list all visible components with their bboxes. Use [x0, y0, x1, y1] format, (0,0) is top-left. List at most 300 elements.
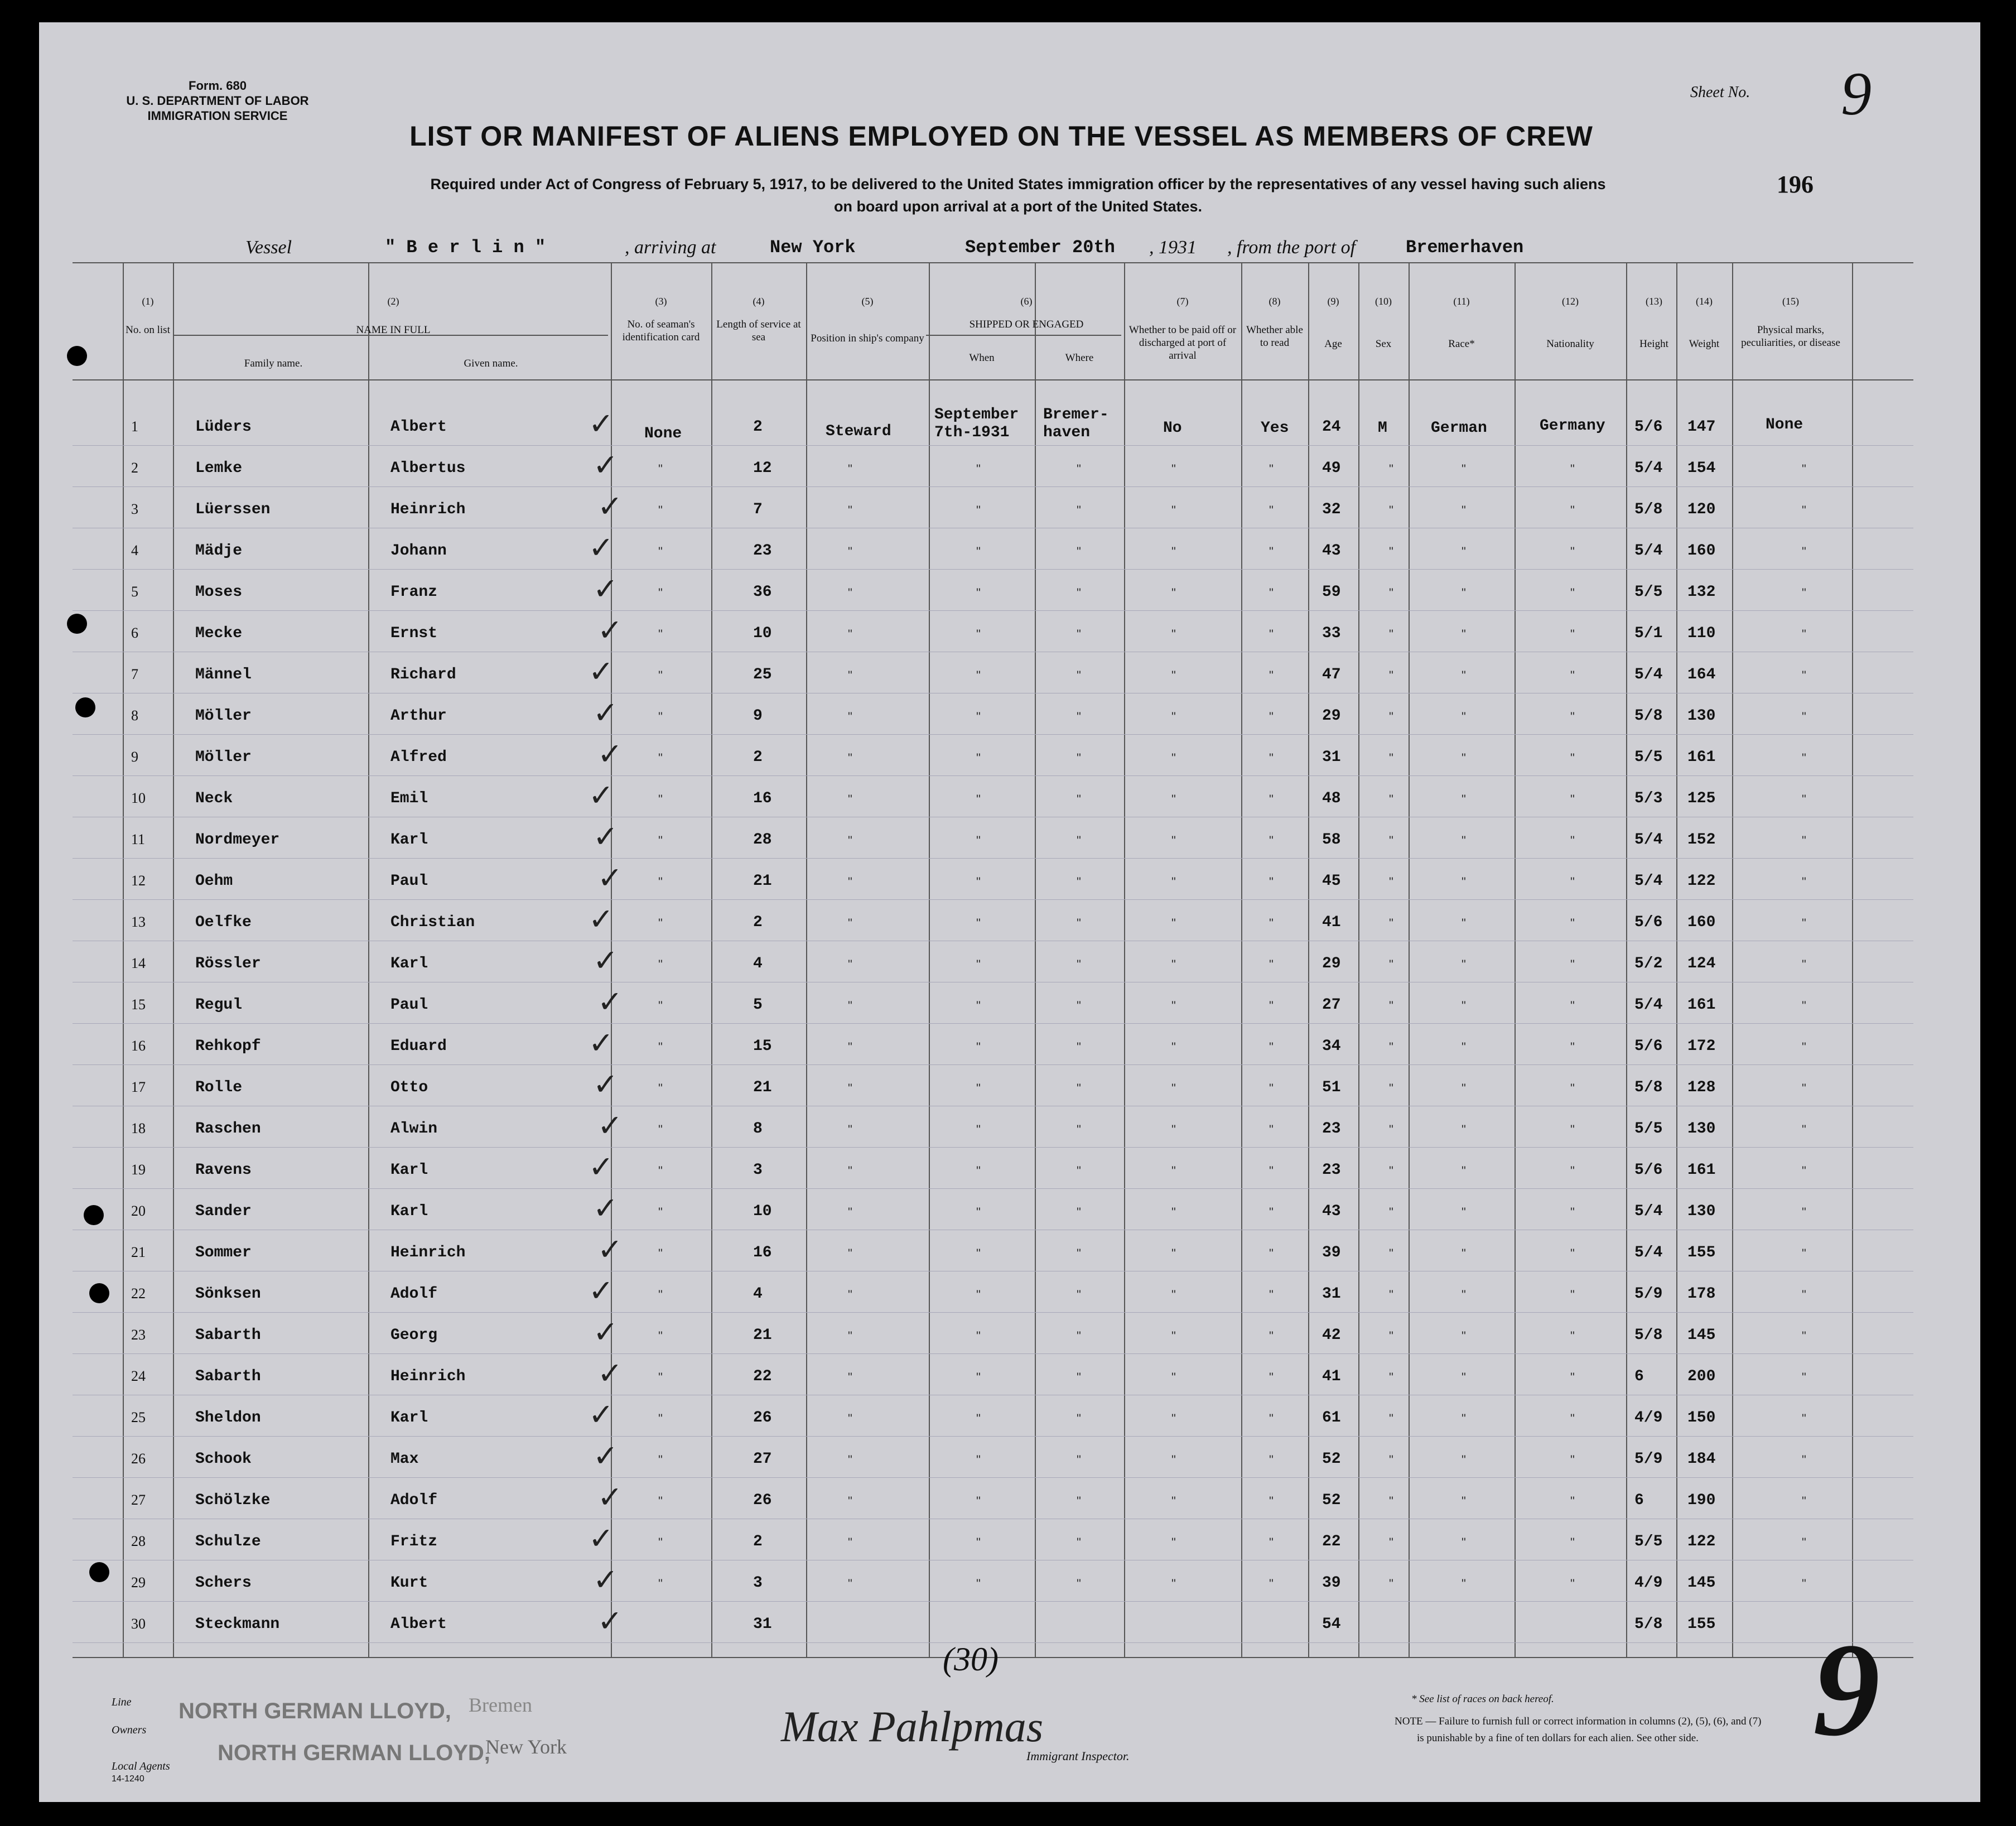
column-line: [1124, 262, 1125, 1657]
ditto-mark: ": [1802, 1535, 1806, 1549]
ditto-mark: ": [1570, 833, 1575, 847]
column-number: (7): [1176, 296, 1189, 307]
header-physical-marks: Physical marks, peculiarities, or disease: [1741, 324, 1840, 349]
ditto-mark: ": [658, 916, 663, 930]
header-sex: Sex: [1375, 338, 1392, 350]
crew-family: Schook: [195, 1451, 252, 1468]
page-title: LIST OR MANIFEST OF ALIENS EMPLOYED ON THE VESSEL AS MEMBERS OF CREW: [409, 121, 1593, 152]
crew-age: 31: [1322, 749, 1341, 766]
column-line: [1035, 262, 1036, 1657]
check-mark: ✓: [593, 695, 619, 730]
column-number: (2): [387, 296, 399, 307]
ditto-mark: ": [1269, 1164, 1274, 1178]
ditto-mark: ": [1570, 957, 1575, 971]
ditto-mark: ": [976, 710, 981, 724]
check-mark: ✓: [589, 1397, 614, 1432]
crew-service: 9: [753, 707, 763, 725]
crew-age: 31: [1322, 1285, 1341, 1303]
crew-family: Raschen: [195, 1120, 261, 1138]
inspector-label: Immigrant Inspector.: [1026, 1749, 1130, 1763]
form-number: Form. 680: [189, 79, 247, 93]
ditto-mark: ": [1389, 833, 1393, 847]
ditto-mark: ": [1389, 1122, 1393, 1136]
row-rule: [73, 569, 1913, 570]
check-mark: ✓: [597, 1356, 623, 1391]
crew-height: 5/5: [1634, 1120, 1663, 1138]
ditto-mark: ": [848, 1288, 852, 1302]
ditto-mark: ": [1389, 586, 1393, 600]
crew-family: Lüders: [195, 418, 252, 436]
crew-given: Karl: [390, 1162, 428, 1179]
crew-no: 10: [131, 790, 146, 806]
column-line: [1409, 262, 1410, 1657]
crew-height: 5/8: [1634, 707, 1663, 725]
ditto-mark: ": [658, 1453, 663, 1467]
crew-height: 5/4: [1634, 873, 1663, 890]
row1-nationality: Germany: [1540, 417, 1605, 435]
row-rule: [73, 1436, 1913, 1437]
check-mark: ✓: [593, 447, 619, 483]
row-rule: [73, 775, 1913, 776]
check-mark: ✓: [597, 1480, 623, 1515]
header-position: Position in ship's company: [811, 333, 924, 344]
crew-height: 5/8: [1634, 1327, 1663, 1344]
crew-given: Fritz: [390, 1533, 438, 1550]
ditto-mark: ": [848, 1494, 852, 1508]
crew-weight: 128: [1687, 1079, 1716, 1096]
check-mark: ✓: [593, 1562, 619, 1597]
ditto-mark: ": [1389, 1577, 1393, 1591]
crew-height: 5/3: [1634, 790, 1663, 807]
check-mark: ✓: [589, 530, 614, 565]
ditto-mark: ": [1077, 1329, 1081, 1343]
ditto-mark: ": [1389, 627, 1393, 641]
ditto-mark: ": [1570, 462, 1575, 476]
ditto-mark: ": [1269, 1411, 1274, 1425]
ditto-mark: ": [1171, 751, 1176, 765]
punch-hole: [89, 1562, 109, 1582]
vessel-name: " B e r l i n ": [385, 237, 546, 258]
ditto-mark: ": [976, 1494, 981, 1508]
ditto-mark: ": [1077, 1370, 1081, 1384]
ditto-mark: ": [848, 503, 852, 517]
department: U. S. DEPARTMENT OF LABOR: [126, 94, 309, 108]
ditto-mark: ": [1462, 1040, 1466, 1054]
row-rule: [73, 899, 1913, 900]
crew-service: 23: [753, 542, 772, 560]
ditto-mark: ": [1269, 1329, 1274, 1343]
check-mark: ✓: [593, 1438, 619, 1473]
crew-family: Moses: [195, 584, 243, 601]
crew-given: Johann: [390, 542, 447, 560]
ditto-mark: ": [1077, 875, 1081, 889]
ditto-mark: ": [1462, 751, 1466, 765]
crew-weight: 160: [1687, 914, 1716, 931]
crew-height: 5/4: [1634, 1244, 1663, 1261]
ditto-mark: ": [1462, 792, 1466, 806]
header-nationality: Nationality: [1546, 338, 1594, 350]
crew-given: Heinrich: [390, 1244, 466, 1261]
ditto-mark: ": [1269, 627, 1274, 641]
ditto-mark: ": [1269, 1122, 1274, 1136]
check-mark: ✓: [589, 1025, 614, 1061]
ditto-mark: ": [1171, 1494, 1176, 1508]
ditto-mark: ": [1570, 1411, 1575, 1425]
ditto-mark: ": [658, 1205, 663, 1219]
crew-age: 48: [1322, 790, 1341, 807]
ditto-mark: ": [1462, 1370, 1466, 1384]
crew-no: 23: [131, 1327, 146, 1343]
crew-no: 6: [131, 625, 138, 641]
ditto-mark: ": [658, 503, 663, 517]
ditto-mark: ": [658, 1040, 663, 1054]
ditto-mark: ": [848, 999, 852, 1013]
crew-given: Ernst: [390, 625, 438, 642]
ditto-mark: ": [1389, 1246, 1393, 1260]
ditto-mark: ": [1802, 792, 1806, 806]
column-number: (3): [655, 296, 667, 307]
crew-weight: 154: [1687, 460, 1716, 477]
column-number: (4): [753, 296, 765, 307]
header-given-name: Given name.: [464, 358, 518, 369]
row-rule: [73, 1023, 1913, 1024]
ditto-mark: ": [1570, 503, 1575, 517]
ditto-mark: ": [658, 1246, 663, 1260]
ditto-mark: ": [1389, 999, 1393, 1013]
ditto-mark: ": [1077, 710, 1081, 724]
crew-given: Heinrich: [390, 1368, 466, 1385]
ditto-mark: ": [848, 875, 852, 889]
column-line: [1852, 262, 1853, 1657]
ditto-mark: ": [1171, 503, 1176, 517]
ditto-mark: ": [1171, 668, 1176, 682]
header-able-read: Whether able to read: [1246, 324, 1303, 349]
ditto-mark: ": [1389, 503, 1393, 517]
column-line: [711, 262, 712, 1657]
ditto-mark: ": [1171, 999, 1176, 1013]
service: IMMIGRATION SERVICE: [147, 109, 288, 123]
crew-weight: 161: [1687, 749, 1716, 766]
crew-age: 43: [1322, 542, 1341, 560]
form-header: [106, 78, 329, 123]
ditto-mark: ": [1389, 1535, 1393, 1549]
crew-family: Regul: [195, 996, 243, 1014]
crew-family: Möller: [195, 749, 252, 766]
crew-service: 2: [753, 1533, 763, 1550]
ditto-mark: ": [1389, 1453, 1393, 1467]
row-rule: [73, 486, 1913, 487]
crew-height: 5/4: [1634, 542, 1663, 560]
crew-family: Ravens: [195, 1162, 252, 1179]
owner-2: NORTH GERMAN LLOYD,: [218, 1741, 490, 1765]
table-top-border: [73, 262, 1913, 263]
ditto-mark: ": [1389, 751, 1393, 765]
crew-no: 8: [131, 707, 138, 724]
ditto-mark: ": [1077, 545, 1081, 558]
column-number: (12): [1562, 296, 1579, 307]
crew-height: 5/4: [1634, 996, 1663, 1014]
ditto-mark: ": [1269, 1535, 1274, 1549]
crew-service: 4: [753, 955, 763, 972]
crew-service: 8: [753, 1120, 763, 1138]
crew-no: 2: [131, 460, 138, 476]
column-line: [929, 262, 930, 1657]
crew-weight: 130: [1687, 1120, 1716, 1138]
ditto-mark: ": [848, 1577, 852, 1591]
ditto-mark: ": [1802, 999, 1806, 1013]
crew-height: 5/6: [1634, 418, 1663, 436]
ditto-mark: ": [1570, 1535, 1575, 1549]
ditto-mark: ": [1077, 1288, 1081, 1302]
crew-given: Adolf: [390, 1285, 438, 1303]
header-weight: Weight: [1689, 338, 1720, 350]
crew-height: 5/9: [1634, 1285, 1663, 1303]
crew-age: 27: [1322, 996, 1341, 1014]
ditto-mark: ": [1389, 1411, 1393, 1425]
crew-height: 6: [1634, 1368, 1644, 1385]
ditto-mark: ": [976, 1246, 981, 1260]
ditto-mark: ": [1570, 1288, 1575, 1302]
ditto-mark: ": [1462, 1535, 1466, 1549]
crew-weight: 147: [1687, 418, 1716, 436]
crew-age: 23: [1322, 1120, 1341, 1138]
ditto-mark: ": [1802, 875, 1806, 889]
header-seaman-card: No. of seaman's identification card: [622, 319, 700, 343]
ditto-mark: ": [1077, 503, 1081, 517]
crew-given: Otto: [390, 1079, 428, 1096]
row1-position: Steward: [826, 423, 891, 440]
ditto-mark: ": [848, 1329, 852, 1343]
ditto-mark: ": [1171, 792, 1176, 806]
ditto-mark: ": [658, 792, 663, 806]
crew-family: Männel: [195, 666, 252, 683]
crew-height: 5/4: [1634, 831, 1663, 849]
crew-weight: 124: [1687, 955, 1716, 972]
crew-service: 4: [753, 1285, 763, 1303]
form-print-code: 14-1240: [112, 1774, 144, 1784]
sheet-label: Sheet No.: [1690, 84, 1750, 101]
ditto-mark: ": [1570, 999, 1575, 1013]
ditto-mark: ": [1077, 627, 1081, 641]
ditto-mark: ": [1570, 792, 1575, 806]
note-line-2: is punishable by a fine of ten dollars for each alien. See other side.: [1417, 1732, 1699, 1744]
ditto-mark: ": [976, 792, 981, 806]
crew-height: 5/8: [1634, 1079, 1663, 1096]
crew-family: Mädje: [195, 542, 243, 560]
punch-hole: [67, 346, 87, 366]
crew-given: Heinrich: [390, 501, 466, 518]
crew-weight: 130: [1687, 707, 1716, 725]
ditto-mark: ": [848, 751, 852, 765]
ditto-mark: ": [1570, 586, 1575, 600]
ditto-mark: ": [658, 875, 663, 889]
ditto-mark: ": [1171, 1164, 1176, 1178]
crew-weight: 122: [1687, 1533, 1716, 1550]
ditto-mark: ": [1077, 1453, 1081, 1467]
ditto-mark: ": [976, 462, 981, 476]
ditto-mark: ": [1802, 1370, 1806, 1384]
crew-weight: 184: [1687, 1451, 1716, 1468]
ditto-mark: ": [1570, 1122, 1575, 1136]
ditto-mark: ": [1802, 710, 1806, 724]
ditto-mark: ": [1570, 875, 1575, 889]
ditto-mark: ": [658, 627, 663, 641]
crew-given: Emil: [390, 790, 428, 807]
ditto-mark: ": [1802, 1411, 1806, 1425]
column-number: (5): [861, 296, 874, 307]
ditto-mark: ": [1462, 1453, 1466, 1467]
crew-age: 33: [1322, 625, 1341, 642]
ditto-mark: ": [1077, 1205, 1081, 1219]
crew-family: Lemke: [195, 460, 243, 477]
ditto-mark: ": [976, 875, 981, 889]
ditto-mark: ": [1462, 833, 1466, 847]
check-mark: ✓: [593, 943, 619, 978]
ditto-mark: ": [658, 545, 663, 558]
crew-given: Paul: [390, 996, 428, 1014]
crew-weight: 155: [1687, 1616, 1716, 1633]
crew-no: 25: [131, 1409, 146, 1425]
row-rule: [73, 1312, 1913, 1313]
local-agents-label: Local Agents: [112, 1760, 170, 1772]
row-rule: [73, 1353, 1913, 1354]
ditto-mark: ": [1802, 1205, 1806, 1219]
ditto-mark: ": [1077, 957, 1081, 971]
ditto-mark: ": [976, 545, 981, 558]
crew-no: 13: [131, 914, 146, 930]
crew-height: 5/8: [1634, 501, 1663, 518]
ditto-mark: ": [976, 586, 981, 600]
crew-age: 22: [1322, 1533, 1341, 1550]
vessel-label: Vessel: [245, 237, 292, 258]
row1-card: None: [644, 425, 682, 442]
ditto-mark: ": [658, 1370, 663, 1384]
column-line: [1308, 262, 1309, 1657]
ditto-mark: ": [1802, 916, 1806, 930]
crew-weight: 200: [1687, 1368, 1716, 1385]
punch-hole: [84, 1205, 104, 1225]
crew-weight: 190: [1687, 1492, 1716, 1509]
crew-no: 21: [131, 1244, 146, 1260]
row-rule: [73, 610, 1913, 611]
check-mark: ✓: [597, 613, 623, 648]
crew-age: 47: [1322, 666, 1341, 683]
crew-no: 1: [131, 418, 138, 435]
ditto-mark: ": [658, 668, 663, 682]
ditto-mark: ": [1269, 875, 1274, 889]
ditto-mark: ": [976, 627, 981, 641]
ditto-mark: ": [1570, 1164, 1575, 1178]
ditto-mark: ": [848, 1040, 852, 1054]
ditto-mark: ": [976, 1164, 981, 1178]
ditto-mark: ": [658, 462, 663, 476]
ditto-mark: ": [1269, 1494, 1274, 1508]
ditto-mark: ": [1171, 1205, 1176, 1219]
column-line: [368, 262, 369, 1657]
check-mark: ✓: [593, 571, 619, 606]
row-rule: [73, 734, 1913, 735]
crew-no: 27: [131, 1492, 146, 1508]
crew-no: 3: [131, 501, 138, 517]
crew-given: Alwin: [390, 1120, 438, 1138]
check-mark: ✓: [589, 406, 614, 441]
ditto-mark: ": [976, 1288, 981, 1302]
column-number: (9): [1327, 296, 1339, 307]
crew-service: 26: [753, 1409, 772, 1427]
crew-height: 5/1: [1634, 625, 1663, 642]
ditto-mark: ": [1802, 833, 1806, 847]
check-mark: ✓: [597, 860, 623, 895]
crew-family: Sommer: [195, 1244, 252, 1261]
ditto-mark: ": [1802, 1329, 1806, 1343]
ditto-mark: ": [848, 1370, 852, 1384]
ditto-mark: ": [1077, 462, 1081, 476]
row-rule: [73, 1477, 1913, 1478]
ditto-mark: ": [1171, 916, 1176, 930]
ditto-mark: ": [1570, 1040, 1575, 1054]
column-line: [173, 262, 174, 1657]
ditto-mark: ": [1269, 1081, 1274, 1095]
ditto-mark: ": [1171, 1288, 1176, 1302]
ditto-mark: ": [976, 1081, 981, 1095]
ditto-mark: ": [1269, 916, 1274, 930]
ditto-mark: ": [1171, 1370, 1176, 1384]
big-sheet-mark: 9: [1813, 1615, 1880, 1764]
header-height: Height: [1639, 338, 1668, 350]
crew-given: Kurt: [390, 1574, 428, 1592]
ditto-mark: ": [976, 1122, 981, 1136]
header-paid-off: Whether to be paid off or discharged at port of arrival: [1128, 324, 1237, 362]
ditto-mark: ": [1570, 1246, 1575, 1260]
crew-no: 11: [131, 831, 146, 847]
crew-no: 19: [131, 1162, 146, 1178]
crew-age: 59: [1322, 584, 1341, 601]
ditto-mark: ": [1269, 1040, 1274, 1054]
crew-age: 23: [1322, 1162, 1341, 1179]
ditto-mark: ": [1269, 1205, 1274, 1219]
ditto-mark: ": [1269, 751, 1274, 765]
crew-no: 5: [131, 584, 138, 600]
crew-height: 5/5: [1634, 749, 1663, 766]
ditto-mark: ": [1389, 875, 1393, 889]
ditto-mark: ": [848, 1164, 852, 1178]
ditto-mark: ": [1269, 462, 1274, 476]
ditto-mark: ": [1802, 751, 1806, 765]
ditto-mark: ": [1389, 1205, 1393, 1219]
ditto-mark: ": [1171, 710, 1176, 724]
ditto-mark: ": [1171, 1453, 1176, 1467]
ditto-mark: ": [1077, 586, 1081, 600]
ditto-mark: ": [1077, 1577, 1081, 1591]
ditto-mark: ": [1171, 586, 1176, 600]
ditto-mark: ": [1389, 1370, 1393, 1384]
crew-family: Nordmeyer: [195, 831, 280, 849]
ditto-mark: ": [1802, 1288, 1806, 1302]
crew-height: 4/9: [1634, 1409, 1663, 1427]
crew-service: 16: [753, 790, 772, 807]
crew-family: Rössler: [195, 955, 261, 972]
ditto-mark: ": [1171, 462, 1176, 476]
ditto-mark: ": [1171, 1577, 1176, 1591]
ditto-mark: ": [976, 503, 981, 517]
header-length-service: Length of service at sea: [716, 319, 801, 343]
crew-no: 26: [131, 1451, 146, 1467]
row-rule: [73, 1188, 1913, 1189]
ditto-mark: ": [658, 1288, 663, 1302]
crew-age: 39: [1322, 1244, 1341, 1261]
arrival-year: , 1931: [1149, 237, 1197, 258]
crew-no: 28: [131, 1533, 146, 1549]
